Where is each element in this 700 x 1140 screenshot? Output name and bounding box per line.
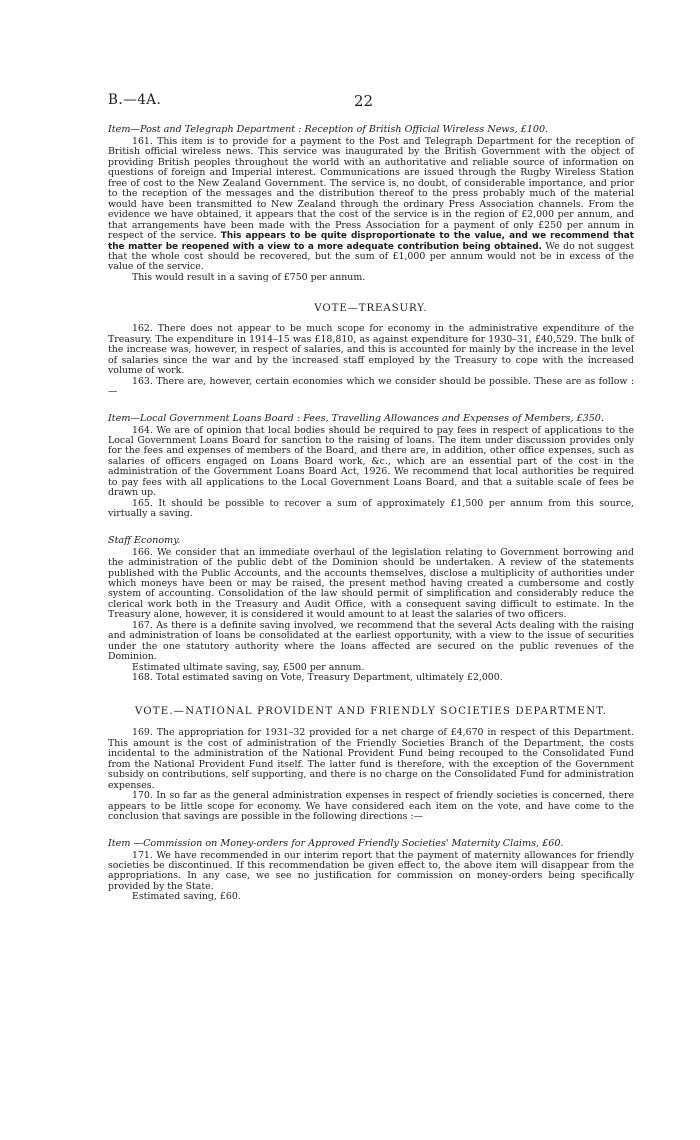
paragraph-171: 171. We have recommended in our interim report that the payment of maternity allowances for friendly societies be discontinued. If this recommendation be given effect to, the above item will disappear from the appropriations. In any case, we see no justification for commission on money-orders being specifically provided by the State. bbox=[108, 849, 634, 892]
paragraph-161 bbox=[108, 137, 634, 273]
paragraph-167-estimate: Estimated ultimate saving, say, £500 per annum. bbox=[132, 661, 365, 673]
paragraph-169: 169. The appropriation for 1931–32 provided for a net charge of £4,670 in respect of this Department. This amount is the cost of administration of the Friendly Societies Branch of the Department, the costs incidental to the administration of the National Provident Fund being recouped to the Consolidated Fund from the National Provident Fund itself. The latter fund is therefore, with the exception of the Government subsidy on contributions, self supporting, and there is no charge on the Consolidated Fund for administration expenses. bbox=[108, 727, 634, 791]
paragraph-171-estimate: Estimated saving, £60. bbox=[132, 891, 241, 903]
paragraph-166: 166. We consider that an immediate overhaul of the legislation relating to Government borrowing and the administration of the public debt of the Dominion should be undertaken. A review of the statements published with the Public Accounts, and the accounts themselves, disclose a multiplicity of authorities under which moneys have been or may be raised, the present method having created a cumbersome and costly system of accounting. Consolidation of the law should permit of simplification and considerably reduce the clerical work both in the Treasury and Audit Office, with a consequent saving difficult to estimate. In the Treasury alone, however, it is considered it would amount to at least the salaries of two officers. bbox=[108, 546, 634, 621]
vote-treasury-heading: VOTE—TREASURY. bbox=[314, 303, 428, 315]
item-heading-money-orders: Item —Commission on Money-orders for Approved Friendly Societies' Maternity Claims, £60. bbox=[108, 837, 564, 849]
staff-economy-heading: Staff Economy. bbox=[108, 534, 181, 546]
page-number: 22 bbox=[354, 92, 374, 110]
paragraph-165: 165. It should be possible to recover a sum of approximately £1,500 per annum from this source, virtually a saving. bbox=[108, 497, 634, 520]
paragraph-161-saving: This would result in a saving of £750 per annum. bbox=[132, 271, 366, 283]
paragraph-163: 163. There are, however, certain economies which we consider should be possible. These are as follow :— bbox=[108, 375, 634, 398]
paragraph-170: 170. In so far as the general administration expenses in respect of friendly societies is concerned, there appears to be little scope for economy. We have considered each item on the vote, and have come to the conclusion that savings are possible in the following directions :— bbox=[108, 790, 634, 823]
paragraph-168: 168. Total estimated saving on Vote, Treasury Department, ultimately £2,000. bbox=[132, 672, 503, 684]
item-heading-post-telegraph: Item—Post and Telegraph Department : Reception of British Official Wireless News, £100. bbox=[108, 124, 549, 135]
document-reference: B.—4A. bbox=[108, 92, 162, 108]
page-header bbox=[108, 92, 634, 114]
paragraph-161-recommendation: This appears to be quite disproportionate to the value, and we recommend that the matter be reopened with a view to a more adequate contribution being obtained. bbox=[108, 231, 635, 252]
paragraph-161-text: 161. This item is to provide for a payment to the Post and Telegraph Department for the reception of British official wireless news. This service was inaugurated by the British Government with the object of providing British peoples throughout the world with an authoritative and reliable source of information on questions of foreign and Imperial interest. Communications are issued through the Rugby Wireless Station free of cost to the New Zealand Government. The service is, no doubt, of considerable importance, and prior to the reception of the messages and the distribution thereof to the press probably much of the material would have been transmitted to New Zealand through the ordinary Press Association channels. From the evidence we have obtained, it appears that the cost of the service is in the region of £2,000 per annum, and that arrangements have been made with the Press Association for a payment of only £250 per annum in respect of the service. bbox=[108, 136, 634, 242]
paragraph-161-continued: We do not suggest that the whole cost should be recovered, but the sum of £1,000 per annum would not be in excess of the value of the service. bbox=[108, 240, 635, 273]
paragraph-167: 167. As there is a definite saving involved, we recommend that the several Acts dealing with the raising and administration of loans be consolidated at the earliest opportunity, with a view to the issue of securities under the one statutory authority where the loans affected are secured on the public revenues of the Dominion. bbox=[108, 619, 634, 663]
vote-national-provident-heading: VOTE.—NATIONAL PROVIDENT AND FRIENDLY SOCIETIES DEPARTMENT. bbox=[134, 706, 608, 718]
item-heading-loans-board: Item—Local Government Loans Board : Fees, Travelling Allowances and Expenses of Members, £350. bbox=[108, 412, 604, 424]
document-page bbox=[108, 92, 634, 903]
paragraph-164: 164. We are of opinion that local bodies should be required to pay fees in respect of applications to the Local Government Loans Board for sanction to the raising of loans. The item under discussion provides only for the fees and expenses of members of the Board, and there are, in addition, other office expenses, such as salaries of officers engaged on Loans Board work, &c., which are an essential part of the cost in the administration of the Government Loans Board Act, 1926. We recommend that local authorities be required to pay fees with all applications to the Local Government Loans Board, and that a suitable scale of fees be drawn up. bbox=[108, 424, 634, 499]
paragraph-162: 162. There does not appear to be much scope for economy in the administrative expenditure of the Treasury. The expenditure in 1914–15 was £18,810, as against expenditure for 1930–31, £40,529. The bulk of the increase was, however, in respect of salaries, and this is accounted for mainly by the increase in the level of salaries since the war and by the increased staff employed by the Treasury to cope with the increased volume of work. bbox=[108, 323, 634, 377]
